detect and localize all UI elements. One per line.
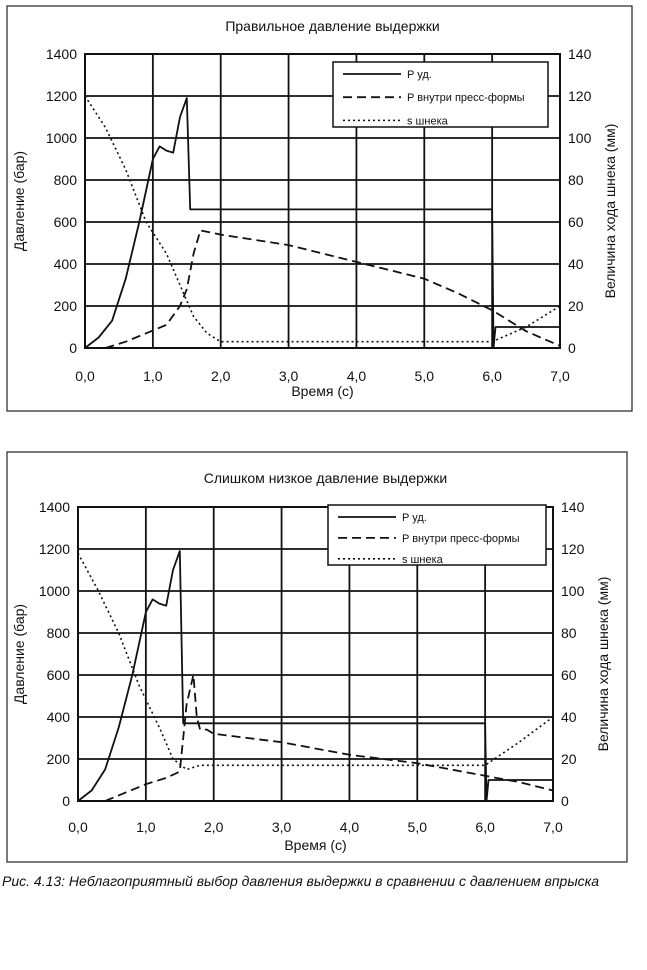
y2-tick-label: 20: [568, 298, 584, 314]
legend-label: P уд.: [402, 512, 427, 524]
x-tick-label: 4,0: [339, 819, 360, 835]
y-tick-label: 0: [69, 340, 77, 356]
y2-tick-label: 20: [561, 751, 577, 767]
x-tick-label: 7,0: [543, 819, 563, 835]
legend-label: P внутри пресс-формы: [407, 92, 525, 105]
y-tick-label: 1000: [38, 583, 70, 599]
x-tick-label: 0,0: [75, 368, 95, 384]
y-axis-label: Давление (бар): [11, 603, 27, 705]
y-tick-label: 800: [46, 625, 70, 641]
chart-title: Правильное давление выдержки: [225, 18, 440, 34]
x-tick-label: 2,0: [203, 819, 224, 835]
series-line-1: [85, 98, 560, 348]
legend-label: s шнека: [402, 553, 443, 566]
x-tick-label: 4,0: [346, 368, 367, 384]
x-tick-label: 1,0: [143, 368, 163, 384]
y2-tick-label: 100: [568, 130, 592, 146]
y2-tick-label: 40: [568, 256, 584, 272]
figure-caption: Рис. 4.13: Неблагоприятный выбор давления выдержки в сравнении с давлением впрыска: [2, 873, 600, 889]
y-tick-label: 400: [46, 709, 70, 725]
x-axis-label: Время (с): [291, 383, 354, 399]
series-line-1: [78, 551, 553, 801]
chart-2: [7, 452, 627, 862]
y-tick-label: 800: [53, 172, 77, 188]
y-tick-label: 1200: [45, 88, 77, 104]
y-tick-label: 1400: [45, 46, 77, 62]
y2-tick-label: 0: [561, 793, 569, 809]
x-tick-label: 3,0: [278, 368, 299, 384]
x-tick-label: 1,0: [136, 819, 156, 835]
y2-tick-label: 80: [561, 625, 577, 641]
series-line-3: [85, 96, 560, 342]
x-tick-label: 0,0: [68, 819, 88, 835]
series-line-3: [78, 553, 553, 769]
legend: [333, 62, 548, 127]
x-tick-label: 6,0: [475, 819, 495, 835]
legend-label: s шнека: [407, 115, 448, 128]
chart-1: [7, 6, 632, 411]
y2-axis-label: Величина хода шнека (мм): [595, 576, 611, 752]
chart-title: Слишком низкое давление выдержки: [203, 470, 448, 486]
x-tick-label: 2,0: [210, 368, 231, 384]
y-tick-label: 400: [53, 256, 77, 272]
y2-tick-label: 80: [568, 172, 584, 188]
y2-tick-label: 0: [568, 340, 576, 356]
y-tick-label: 200: [53, 298, 77, 314]
x-tick-label: 5,0: [407, 819, 428, 835]
legend-label: P внутри пресс-формы: [402, 532, 520, 545]
y-tick-label: 1000: [45, 130, 77, 146]
y-tick-label: 200: [46, 751, 70, 767]
legend: [328, 505, 546, 566]
x-tick-label: 7,0: [550, 368, 570, 384]
y2-tick-label: 60: [568, 214, 584, 230]
y-axis-label: Давление (бар): [11, 150, 27, 252]
y2-tick-label: 60: [561, 667, 577, 683]
x-axis-label: Время (с): [284, 837, 347, 853]
y2-axis-label: Величина хода шнека (мм): [602, 123, 618, 299]
y2-tick-label: 140: [568, 46, 592, 62]
y-tick-label: 600: [53, 214, 77, 230]
y2-tick-label: 120: [568, 88, 592, 104]
x-tick-label: 5,0: [414, 368, 435, 384]
y-tick-label: 1400: [38, 499, 70, 515]
y2-tick-label: 100: [561, 583, 585, 599]
y2-tick-label: 40: [561, 709, 577, 725]
legend-label: P уд.: [407, 69, 432, 81]
x-tick-label: 3,0: [271, 819, 292, 835]
y-tick-label: 600: [46, 667, 70, 683]
y2-tick-label: 120: [561, 541, 585, 557]
x-tick-label: 6,0: [482, 368, 502, 384]
y-tick-label: 1200: [38, 541, 70, 557]
y-tick-label: 0: [62, 793, 70, 809]
y2-tick-label: 140: [561, 499, 585, 515]
